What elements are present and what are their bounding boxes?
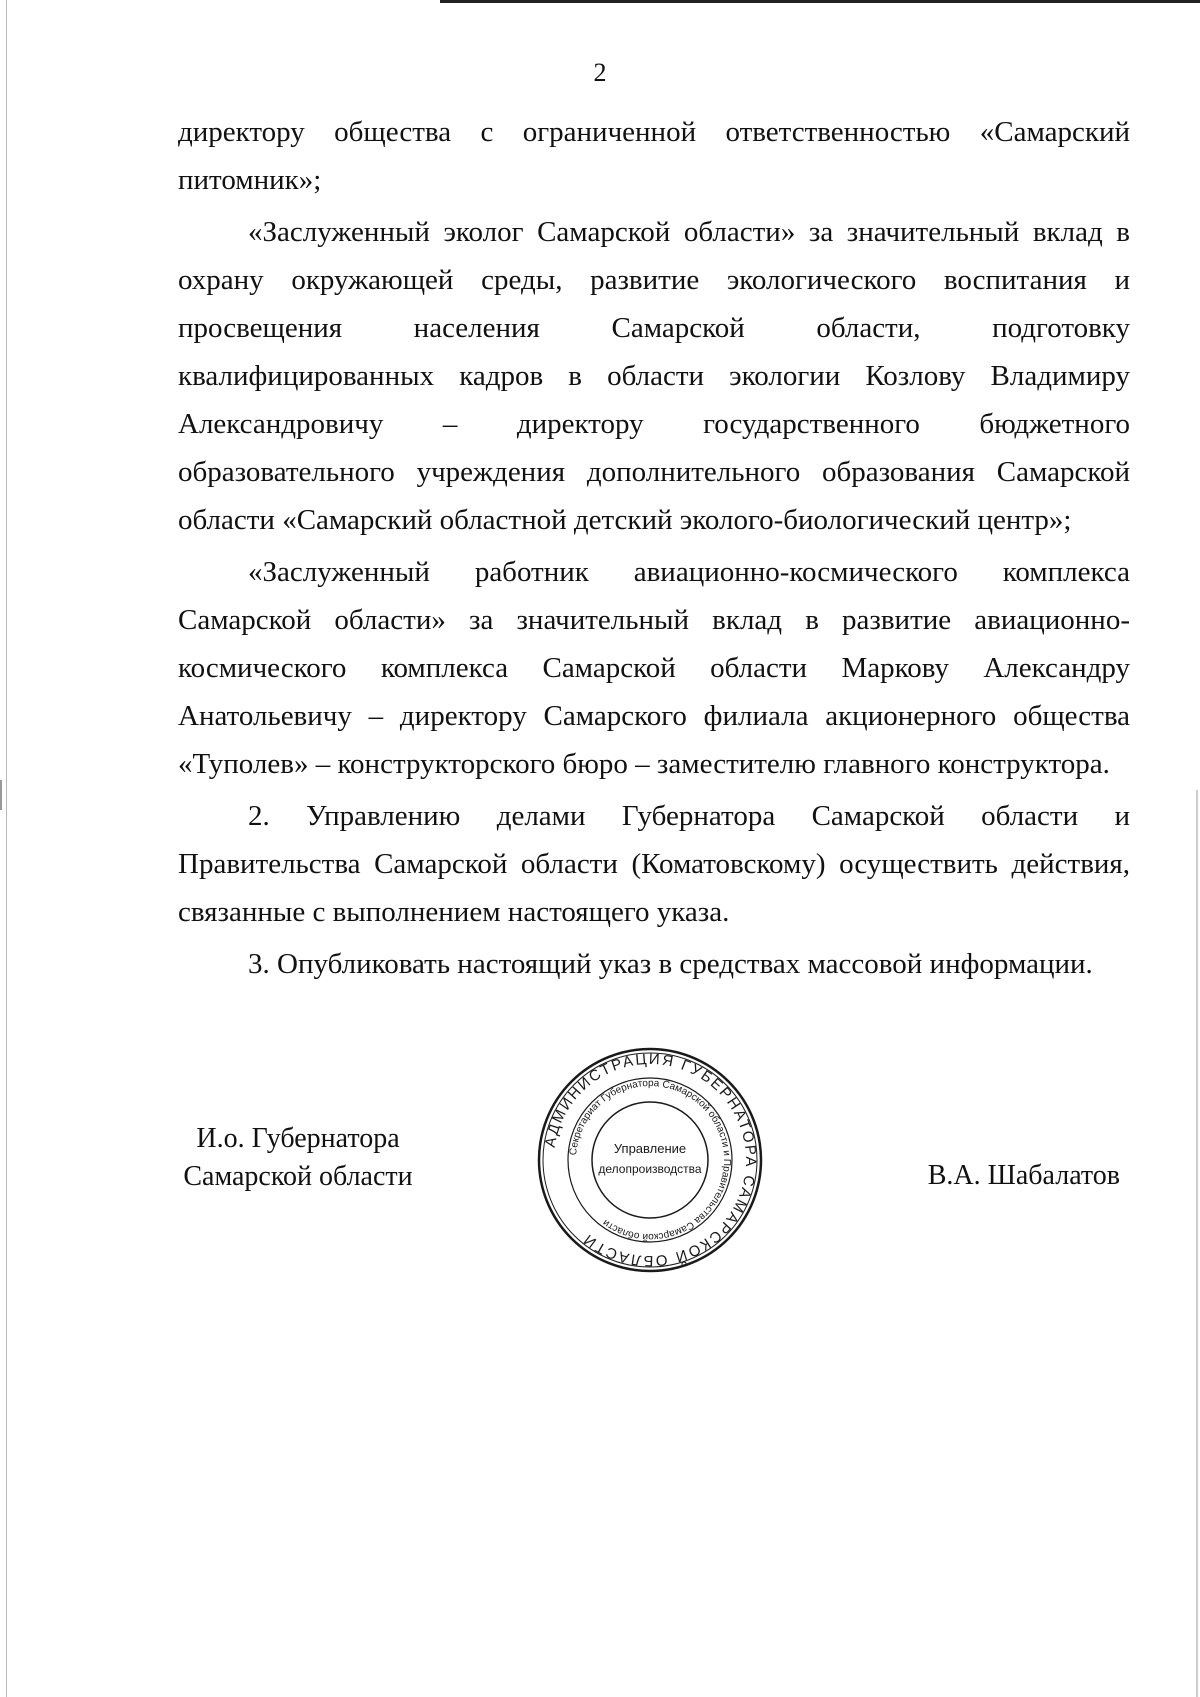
paragraph-award-continuation: директору общества с ограниченной ответственностью «Самарский питомник»;: [178, 116, 1130, 196]
scan-mark-left: [0, 780, 2, 810]
official-seal: [535, 1045, 765, 1275]
seal-center-line2: делопроизводства: [598, 1162, 702, 1176]
seal-graphic: [535, 1045, 765, 1275]
signatory-name: В.А. Шабалатов: [927, 1160, 1120, 1191]
signatory-title-line2: Самарской области: [183, 1161, 413, 1192]
seal-middle-text: Секретариат Губернатора Самарской области и Правительства Самарской области: [568, 1077, 733, 1243]
scan-border-right: [1196, 790, 1198, 1697]
seal-outer-text: АДМИНИСТРАЦИЯ ГУБЕРНАТОРА САМАРСКОЙ ОБЛАСТИ: [541, 1050, 760, 1270]
signatory-title: [168, 1120, 428, 1196]
paragraph-item-3: 3. Опубликовать настоящий указ в средствах массовой информации.: [248, 948, 1093, 980]
signatory-title-line1: И.о. Губернатора: [196, 1123, 400, 1154]
paragraph-item-2: 2. Управлению делами Губернатора Самарской области и Правительства Самарской области (Коматовскому) осуществить действия, связанные с выполнением настоящего указа.: [178, 800, 1130, 928]
scan-border-left: [6, 0, 7, 1697]
document-body: [178, 108, 1130, 988]
paragraph-award-aerospace: «Заслуженный работник авиационно-космического комплекса Самарской области» за значительный вклад в развитие авиационно-космического комплекса Самарской области Маркову Александру Анатольевичу – директору Самарского филиала акционерного общества «Туполев» – конструкторского бюро – заместителю главного конструктора.: [178, 556, 1130, 780]
scan-border-top: [440, 0, 1200, 3]
paragraph-award-ecologist: «Заслуженный эколог Самарской области» за значительный вклад в охрану окружающей среды, развитие экологического воспитания и просвещения населения Самарской области, подготовку квалифицированных кадров в области экологии Козлову Владимиру Александровичу – директору государственного бюджетного образовательного учреждения дополнительного образования Самарской области «Самарский областной детский эколого-биологический центр»;: [178, 216, 1130, 536]
seal-center-line1: Управление: [613, 1141, 687, 1156]
page-number: 2: [593, 58, 607, 87]
